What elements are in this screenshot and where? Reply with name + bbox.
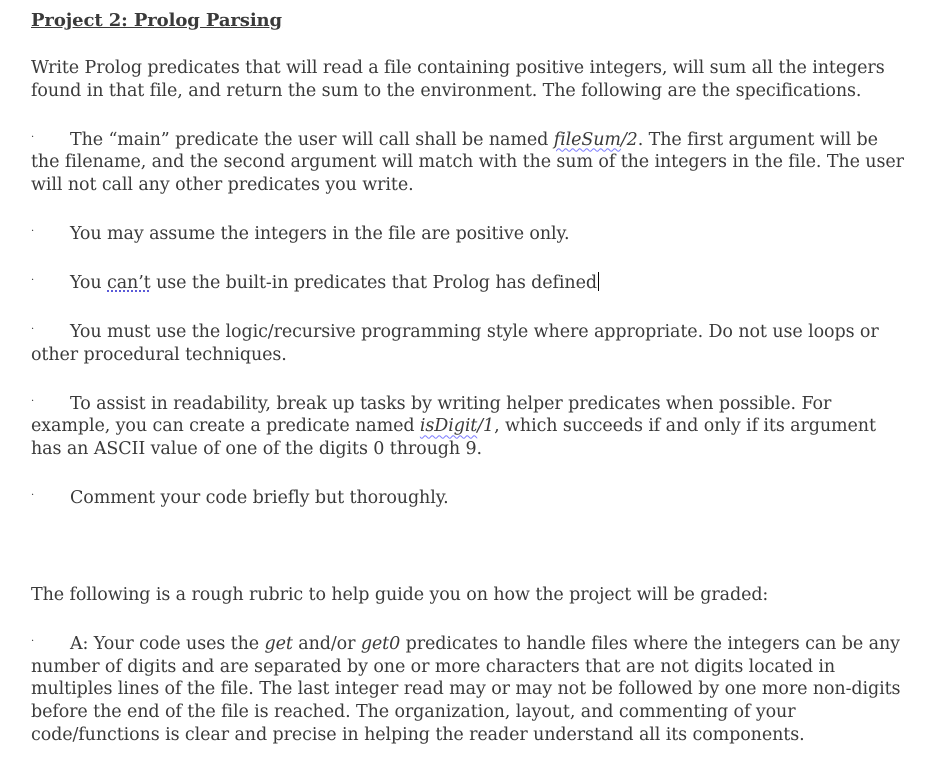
list-item-text: You may assume the integers in the file are positive only. [70, 224, 570, 245]
rubric-item-text: predicates to handle files where the integers can be any number of digits and are separated by one or more characters that are not digits located in multiples lines of the file. The last integer read may or may not be followed by one more non-digits before the end of the file is reached. The organization, layout, and commenting of your code/functions is clear and precise in helping the reader understand all its components. [31, 633, 901, 745]
rubric-item-text: and/or [292, 633, 361, 654]
list-item [31, 272, 911, 295]
rubric-item-text: A: Your code uses the [70, 633, 265, 654]
rubric-intro: The following is a rough rubric to help guide you on how the project will be graded: [31, 584, 769, 605]
bullet-icon: · [31, 275, 35, 287]
predicate-name: get0 [360, 633, 401, 654]
list-item [31, 487, 911, 510]
bullet-icon: · [31, 226, 35, 238]
list-item [31, 321, 911, 367]
list-item-text: . The first argument will be the filename, and the second argument will match with the sum of the integers in the file. The user will not call any other predicates you write. [31, 129, 904, 196]
spellcheck-flag[interactable]: isDigit [419, 416, 478, 437]
text-cursor [598, 272, 599, 291]
bullet-icon: · [31, 131, 35, 143]
bullet-icon: · [31, 323, 35, 335]
list-item [31, 223, 911, 246]
intro-paragraph: Write Prolog predicates that will read a file containing positive integers, will sum all the integers found in that file, and return the sum to the environment. The following are the specifications. [31, 58, 885, 101]
document-title: Project 2: Prolog Parsing [31, 10, 283, 31]
list-item-text: To assist in readability, break up tasks by writing helper predicates when possible. For example, you can create a predicate named [31, 393, 832, 437]
spellcheck-flag[interactable]: fileSum [553, 129, 621, 150]
list-item-text: Comment your code briefly but thoroughly. [70, 488, 449, 509]
document-body[interactable] [31, 8, 911, 747]
list-item-text: The “main” predicate the user will call shall be named [70, 129, 554, 150]
bullet-icon: · [31, 395, 35, 407]
predicate-name: get [264, 633, 293, 654]
bullet-icon: · [31, 635, 35, 647]
bullet-icon: · [31, 490, 35, 502]
list-item-text: use the built-in predicates that Prolog has defined [150, 272, 597, 293]
list-item-text: You [70, 272, 108, 293]
grammar-flag[interactable]: can’t [107, 272, 151, 293]
list-item [31, 393, 911, 461]
rubric-item [31, 633, 911, 747]
list-item-text: You must use the logic/recursive programming style where appropriate. Do not use loops or other procedural techniques. [31, 321, 879, 365]
code-arity: /2 [620, 129, 638, 150]
list-item-text: , which succeeds if and only if its argument has an ASCII value of one of the digits 0 through 9. [31, 416, 876, 460]
list-item [31, 129, 911, 197]
code-arity: /1 [477, 416, 495, 437]
